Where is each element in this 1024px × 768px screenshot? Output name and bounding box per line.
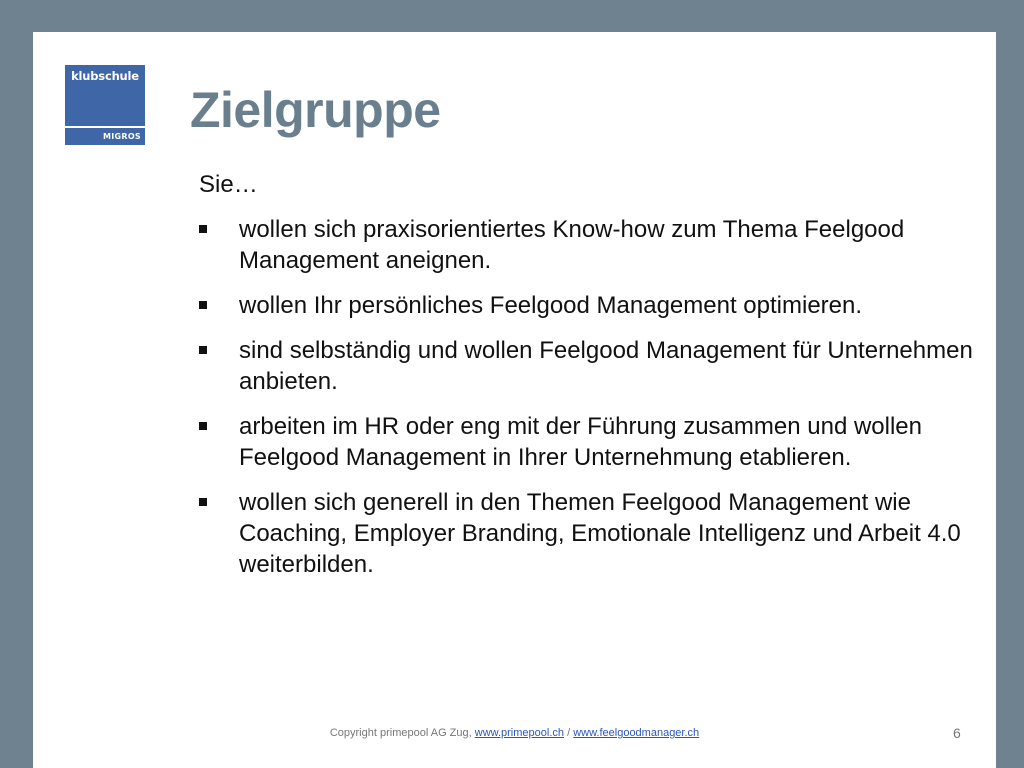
bullet-text: sind selbständig und wollen Feelgood Management für Unternehmen anbieten. bbox=[239, 337, 973, 395]
square-bullet-icon bbox=[199, 498, 207, 506]
copyright-text: Copyright primepool AG Zug, bbox=[329, 727, 475, 739]
logo-subtitle: MIGROS bbox=[102, 132, 141, 141]
square-bullet-icon bbox=[199, 301, 207, 309]
bullet-item bbox=[199, 487, 989, 580]
square-bullet-icon bbox=[199, 225, 207, 233]
slide bbox=[33, 32, 996, 768]
slide-footer bbox=[33, 727, 996, 739]
bullet-item bbox=[199, 214, 989, 276]
bullet-list bbox=[199, 214, 989, 594]
bullet-text: wollen sich praxisorientiertes Know-how zum Thema Feelgood Management aneignen. bbox=[239, 216, 905, 274]
square-bullet-icon bbox=[199, 422, 207, 430]
bullet-item bbox=[199, 290, 989, 321]
primepool-link[interactable]: www.primepool.ch bbox=[474, 727, 565, 739]
logo-wordmark: klubschule bbox=[71, 69, 139, 83]
square-bullet-icon bbox=[199, 346, 207, 354]
bullet-item bbox=[199, 335, 989, 397]
bullet-text: wollen Ihr persönliches Feelgood Management optimieren. bbox=[239, 292, 863, 319]
bullet-text: wollen sich generell in den Themen Feelgood Management wie Coaching, Employer Branding, Emotionale Intelligenz und Arbeit 4.0 weiterbilden. bbox=[239, 489, 961, 578]
page-number: 6 bbox=[953, 725, 961, 741]
bullet-text: arbeiten im HR oder eng mit der Führung zusammen und wollen Feelgood Management in Ihrer Unternehmung etablieren. bbox=[239, 413, 923, 471]
slide-title: Zielgruppe bbox=[190, 82, 441, 138]
slide-intro: Sie… bbox=[199, 171, 258, 198]
klubschule-migros-logo bbox=[65, 65, 145, 145]
footer-separator: / bbox=[564, 727, 574, 739]
bullet-item bbox=[199, 411, 989, 473]
feelgoodmanager-link[interactable]: www.feelgoodmanager.ch bbox=[573, 727, 700, 739]
